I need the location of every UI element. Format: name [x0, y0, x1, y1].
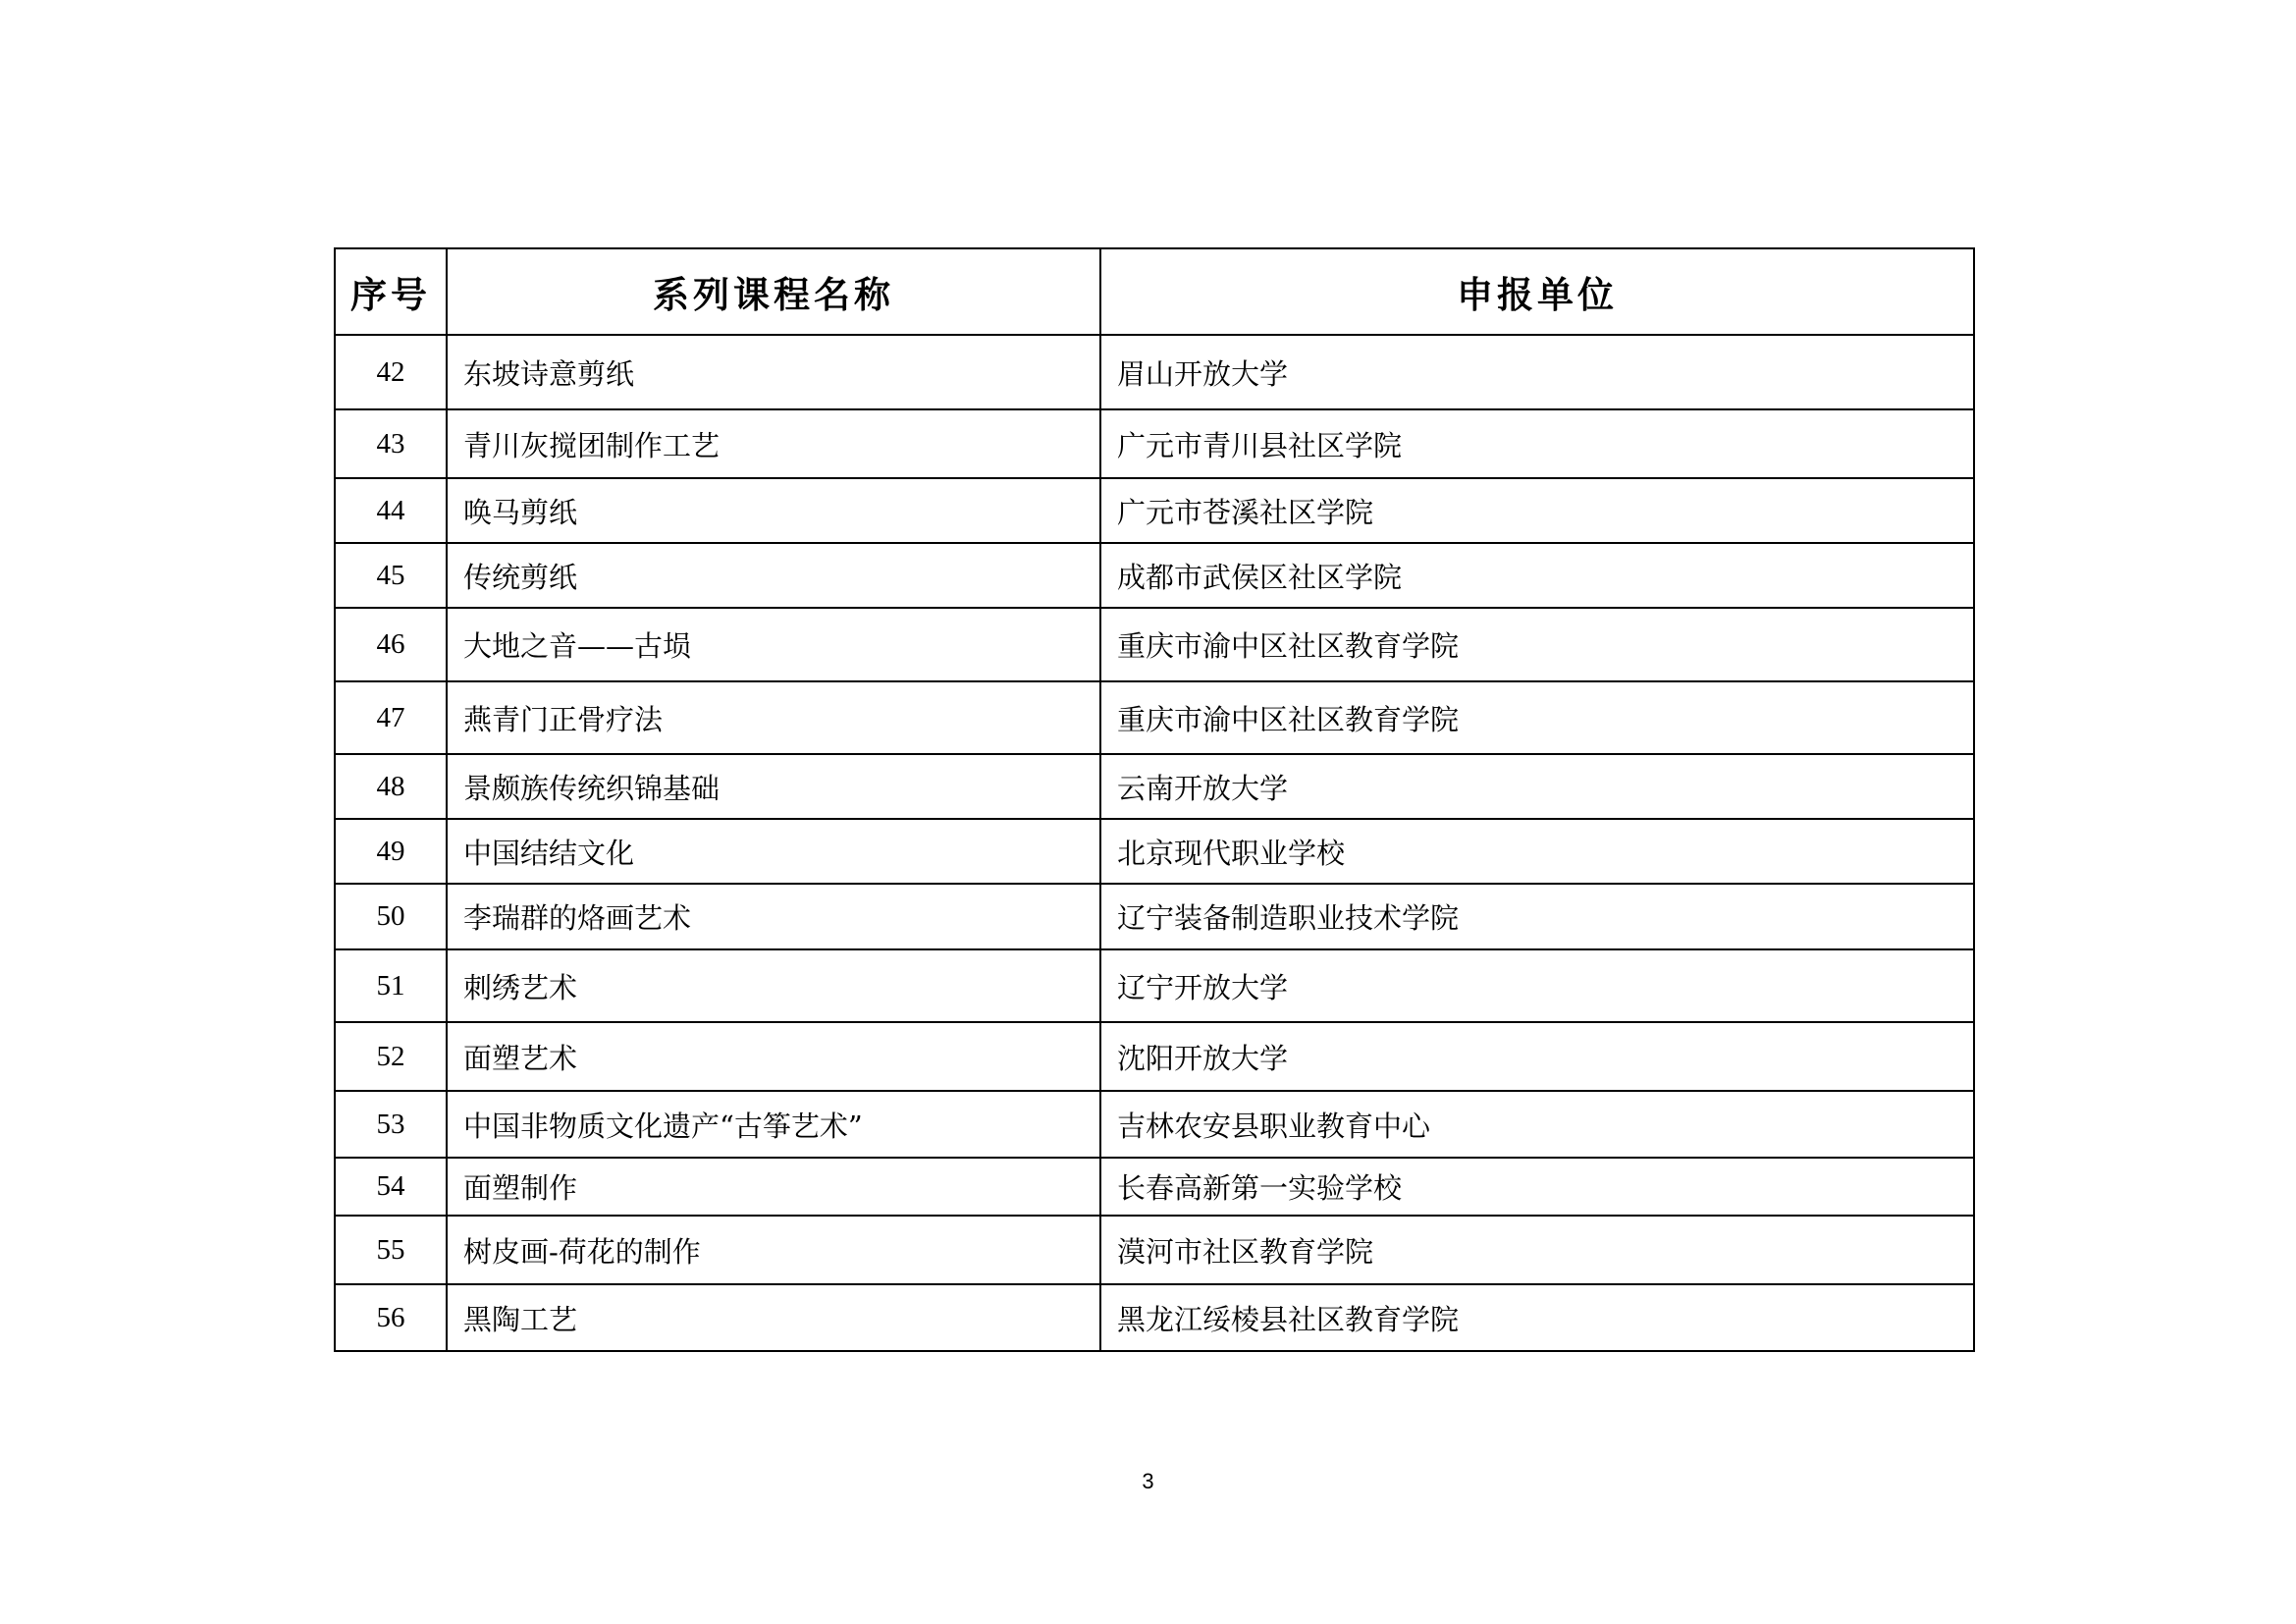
row-index: 52	[335, 1022, 447, 1091]
row-applicant-unit: 重庆市渝中区社区教育学院	[1100, 681, 1974, 754]
row-course-name: 唤马剪纸	[447, 478, 1100, 543]
row-index: 54	[335, 1158, 447, 1216]
row-index: 45	[335, 543, 447, 608]
row-applicant-unit: 辽宁开放大学	[1100, 949, 1974, 1022]
row-applicant-unit: 广元市苍溪社区学院	[1100, 478, 1974, 543]
row-applicant-unit: 广元市青川县社区学院	[1100, 409, 1974, 478]
row-applicant-unit: 沈阳开放大学	[1100, 1022, 1974, 1091]
table-row	[335, 949, 1974, 1022]
row-course-name: 青川灰搅团制作工艺	[447, 409, 1100, 478]
row-index: 48	[335, 754, 447, 819]
row-course-name: 刺绣艺术	[447, 949, 1100, 1022]
row-applicant-unit: 成都市武侯区社区学院	[1100, 543, 1974, 608]
row-course-name: 传统剪纸	[447, 543, 1100, 608]
course-table	[334, 247, 1975, 1352]
row-course-name: 树皮画-荷花的制作	[447, 1216, 1100, 1284]
row-applicant-unit: 长春高新第一实验学校	[1100, 1158, 1974, 1216]
row-applicant-unit: 吉林农安县职业教育中心	[1100, 1091, 1974, 1158]
table-row	[335, 543, 1974, 608]
table-row	[335, 681, 1974, 754]
table-row	[335, 1216, 1974, 1284]
row-index: 53	[335, 1091, 447, 1158]
header-course-name: 系列课程名称	[447, 248, 1100, 335]
row-course-name: 景颇族传统织锦基础	[447, 754, 1100, 819]
table-row	[335, 1284, 1974, 1351]
table-row	[335, 1022, 1974, 1091]
row-course-name: 中国结结文化	[447, 819, 1100, 884]
header-applicant-unit: 申报单位	[1100, 248, 1974, 335]
table-row	[335, 608, 1974, 681]
page-number: 3	[1142, 1469, 1154, 1493]
row-index: 46	[335, 608, 447, 681]
table-row	[335, 478, 1974, 543]
row-course-name: 面塑制作	[447, 1158, 1100, 1216]
table-row	[335, 884, 1974, 949]
row-course-name: 东坡诗意剪纸	[447, 335, 1100, 409]
table-header-row	[335, 248, 1974, 335]
row-course-name: 中国非物质文化遗产“古筝艺术”	[447, 1091, 1100, 1158]
header-index: 序号	[335, 248, 447, 335]
row-course-name: 面塑艺术	[447, 1022, 1100, 1091]
row-applicant-unit: 辽宁装备制造职业技术学院	[1100, 884, 1974, 949]
row-applicant-unit: 北京现代职业学校	[1100, 819, 1974, 884]
row-applicant-unit: 眉山开放大学	[1100, 335, 1974, 409]
row-index: 42	[335, 335, 447, 409]
table-row	[335, 335, 1974, 409]
row-course-name: 大地之音——古埙	[447, 608, 1100, 681]
row-course-name: 黑陶工艺	[447, 1284, 1100, 1351]
row-index: 47	[335, 681, 447, 754]
row-applicant-unit: 重庆市渝中区社区教育学院	[1100, 608, 1974, 681]
row-index: 51	[335, 949, 447, 1022]
row-index: 43	[335, 409, 447, 478]
table-row	[335, 819, 1974, 884]
row-index: 55	[335, 1216, 447, 1284]
table-row	[335, 1158, 1974, 1216]
table-row	[335, 409, 1974, 478]
row-applicant-unit: 云南开放大学	[1100, 754, 1974, 819]
row-course-name: 燕青门正骨疗法	[447, 681, 1100, 754]
row-index: 56	[335, 1284, 447, 1351]
row-applicant-unit: 漠河市社区教育学院	[1100, 1216, 1974, 1284]
table-row	[335, 754, 1974, 819]
row-course-name: 李瑞群的烙画艺术	[447, 884, 1100, 949]
table-row	[335, 1091, 1974, 1158]
row-index: 44	[335, 478, 447, 543]
row-applicant-unit: 黑龙江绥棱县社区教育学院	[1100, 1284, 1974, 1351]
row-index: 50	[335, 884, 447, 949]
row-index: 49	[335, 819, 447, 884]
